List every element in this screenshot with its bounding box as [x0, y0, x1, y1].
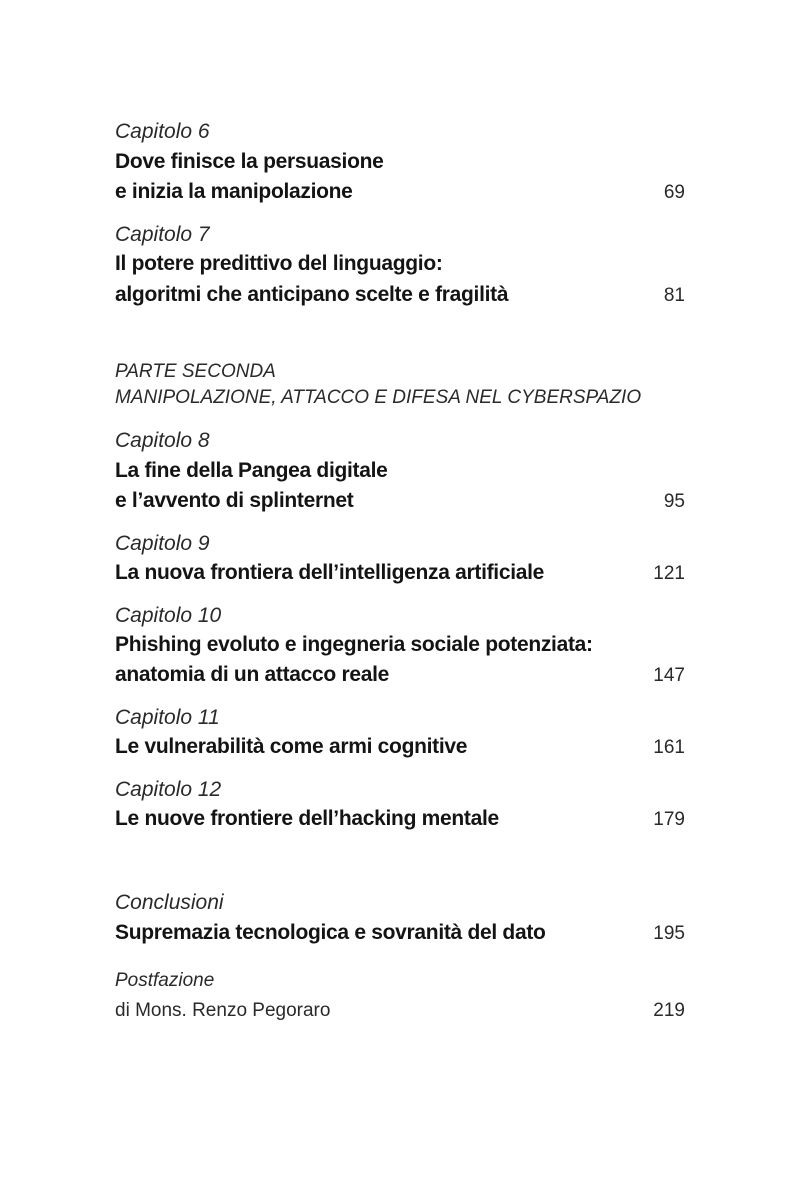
chapter-10-title-line-1: Phishing evoluto e ingegneria sociale potenziata:: [115, 633, 593, 656]
chapter-10-label: Capitolo 10: [115, 604, 222, 627]
chapter-9-title: La nuova frontiera dell’intelligenza artificiale: [115, 561, 545, 584]
afterword-author: di Mons. Renzo Pegoraro: [115, 1000, 331, 1021]
chapter-8-label: Capitolo 8: [115, 429, 210, 452]
chapter-10-title-line-2: anatomia di un attacco reale: [115, 663, 390, 686]
chapter-7-title-line-1: Il potere predittivo del linguaggio:: [115, 252, 443, 275]
afterword-page-number: 219: [653, 1000, 685, 1021]
chapter-11-title: Le vulnerabilità come armi cognitive: [115, 735, 468, 758]
chapter-8-title-line-2: e l’avvento di splinternet: [115, 489, 354, 512]
chapter-10-page-number: 147: [653, 665, 685, 686]
chapter-9-label: Capitolo 9: [115, 532, 210, 555]
conclusions-title: Supremazia tecnologica e sovranità del dato: [115, 921, 546, 944]
part-two-subtitle: MANIPOLAZIONE, ATTACCO E DIFESA NEL CYBERSPAZIO: [115, 387, 642, 408]
chapter-7-label: Capitolo 7: [115, 223, 210, 246]
chapter-6-title-line-1: Dove finisce la persuasione: [115, 150, 384, 173]
chapter-12-label: Capitolo 12: [115, 778, 222, 801]
chapter-8-title-line-1: La fine della Pangea digitale: [115, 459, 388, 482]
chapter-11-label: Capitolo 11: [115, 706, 220, 729]
chapter-12-page-number: 179: [653, 809, 685, 830]
chapter-11-page-number: 161: [653, 737, 685, 758]
conclusions-label: Conclusioni: [115, 891, 224, 914]
chapter-6-title-line-2: e inizia la manipolazione: [115, 180, 353, 203]
chapter-7-page-number: 81: [663, 285, 685, 306]
chapter-6-label: Capitolo 6: [115, 120, 210, 143]
conclusions-page-number: 195: [653, 923, 685, 944]
chapter-12-title: Le nuove frontiere dell’hacking mentale: [115, 807, 499, 830]
chapter-8-page-number: 95: [663, 491, 685, 512]
chapter-9-page-number: 121: [653, 563, 685, 584]
afterword-label: Postfazione: [115, 970, 215, 991]
chapter-6-page-number: 69: [663, 182, 685, 203]
chapter-7-title-line-2: algoritmi che anticipano scelte e fragilità: [115, 283, 509, 306]
part-two-heading: PARTE SECONDA: [115, 361, 276, 382]
